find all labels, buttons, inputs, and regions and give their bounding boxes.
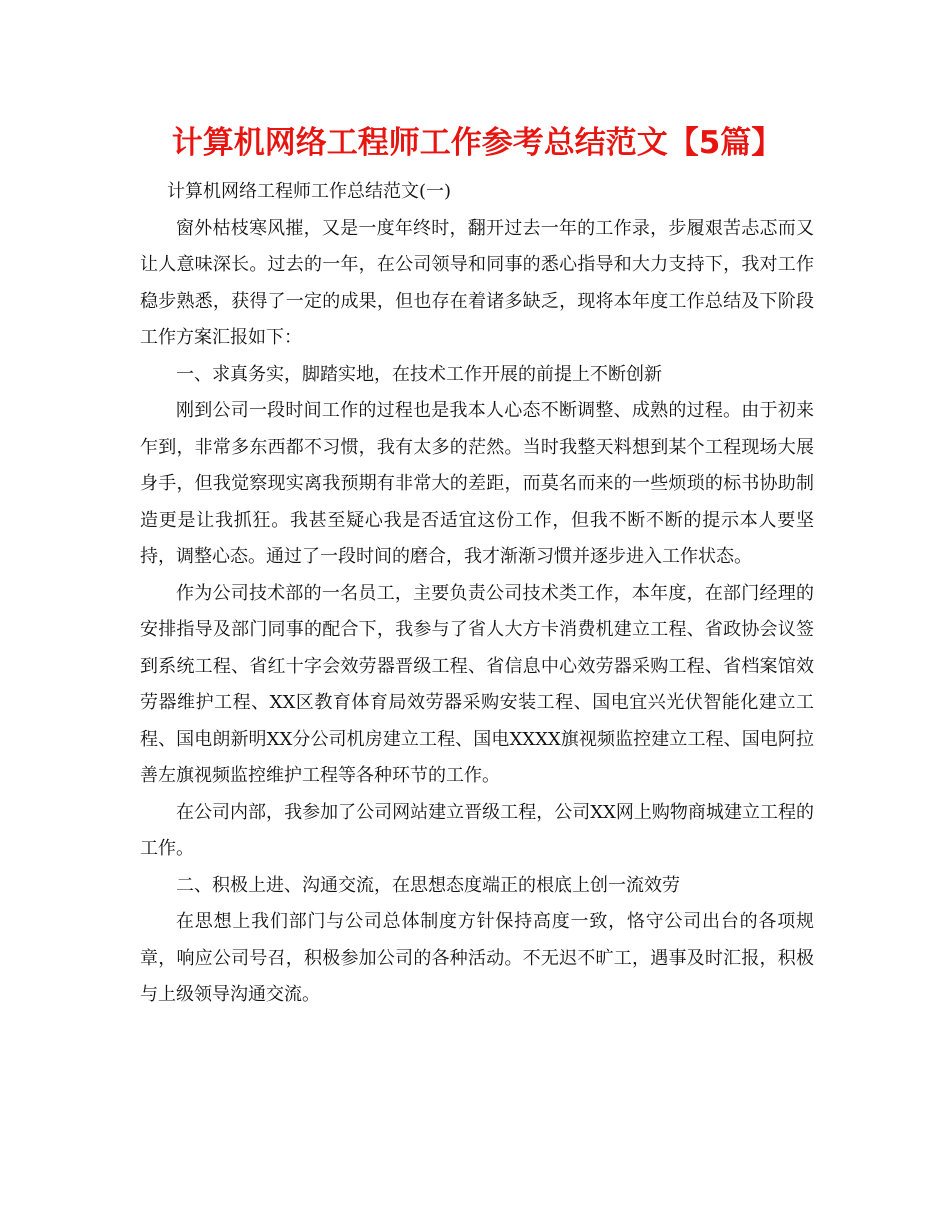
section-subtitle: 计算机网络工程师工作总结范文(一) bbox=[167, 181, 452, 202]
paragraph-internal: 在公司内部，我参加了公司网站建立晋级工程，公司XX网上购物商城建立工程的工作。 bbox=[140, 801, 814, 859]
paragraph-adjustment: 刚到公司一段时间工作的过程也是我本人心态不断调整、成熟的过程。由于初来乍到，非常多东西都不习惯，我有太多的茫然。当时我整天料想到某个工程现场大展身手，但我觉察现实离我预期有非常大的差距，而莫名而来的一些烦琐的标书协助制造更是让我抓狂。我甚至疑心我是否适宜这份工作，但我不断不断的提示本人要坚持，调整心态。通过了一段时间的磨合，我才渐渐习惯并逐步进入工作状态。 bbox=[140, 400, 814, 567]
heading-section-two: 二、积极上进、沟通交流，在思想态度端正的根底上创一流效劳 bbox=[176, 874, 680, 896]
paragraph-intro: 窗外枯枝寒风摧，又是一度年终时，翻开过去一年的工作录，步履艰苦忐忑而又让人意味深长。过去的一年，在公司领导和同事的悉心指导和大力支持下，我对工作稳步熟悉，获得了一定的成果，但也存在着诸多缺乏，现将本年度工作总结及下阶段工作方案汇报如下： bbox=[140, 217, 814, 348]
heading-section-one: 一、求真务实，脚踏实地，在技术工作开展的前提上不断创新 bbox=[176, 363, 662, 385]
paragraph-projects: 作为公司技术部的一名员工，主要负责公司技术类工作，本年度，在部门经理的安排指导及部门同事的配合下，我参与了省人大方卡消费机建立工程、省政协会议签到系统工程、省红十字会效劳器晋级工程、省信息中心效劳器采购工程、省档案馆效劳器维护工程、XX区教育体育局效劳器采购安装工程、国电宜兴光伏智能化建立工程、国电朗新明XX分公司机房建立工程、国电XXXX旗视频监控建立工程、国电阿拉善左旗视频监控维护工程等各种环节的工作。 bbox=[140, 582, 814, 786]
document-title: 计算机网络工程师工作参考总结范文【5篇】 bbox=[171, 125, 783, 161]
paragraph-attitude: 在思想上我们部门与公司总体制度方针保持高度一致，恪守公司出台的各项规章，响应公司号召，积极参加公司的各种活动。不无迟不旷工，遇事及时汇报，积极与上级领导沟通交流。 bbox=[140, 911, 814, 1005]
